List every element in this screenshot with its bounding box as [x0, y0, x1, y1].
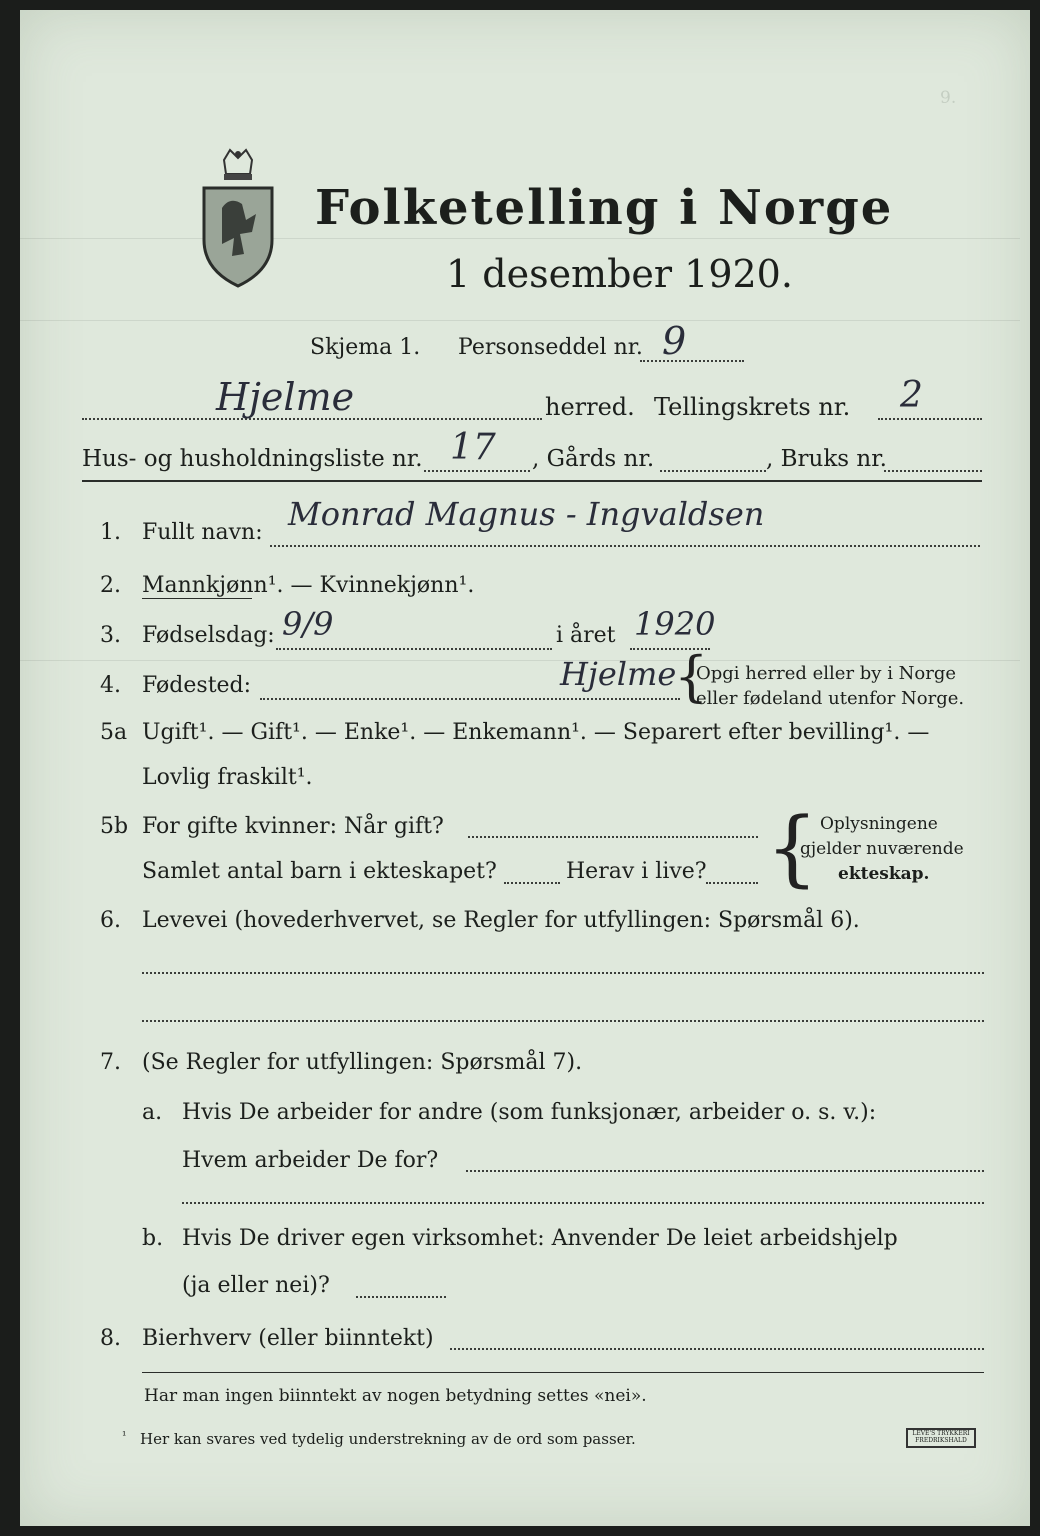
q6-label: Levevei (hovederhvervet, se Regler for utfyllingen: Spørsmål 6).	[142, 908, 860, 933]
bleed-through-text: 9.	[940, 88, 957, 108]
q7-number: 7.	[100, 1050, 121, 1075]
herred-label: herred.	[545, 393, 635, 421]
q8-number: 8.	[100, 1326, 121, 1351]
q3-number: 3.	[100, 623, 121, 648]
gards-line	[660, 470, 766, 472]
q7b-label: Hvis De driver egen virksomhet: Anvender De leiet arbeidshjelp	[182, 1226, 898, 1251]
q8-label: Bierhverv (eller biinntekt)	[142, 1326, 434, 1351]
q5b-brace: {	[766, 801, 819, 896]
bleed-through-line	[20, 300, 1020, 321]
personseddel-line	[640, 360, 744, 362]
q4-note-line2: eller fødeland utenfor Norge.	[696, 688, 965, 709]
q7b-number: b.	[142, 1226, 164, 1251]
q4-label: Fødested:	[142, 673, 252, 698]
tellingskrets-line	[878, 418, 982, 420]
q4-number: 4.	[100, 673, 121, 698]
q5b-married-line	[468, 836, 758, 838]
q1-number: 1.	[100, 520, 121, 545]
q5b-label3: Herav i live?	[566, 859, 707, 884]
footnote-mark: ¹	[122, 1429, 127, 1442]
q4-line	[260, 698, 680, 700]
q6-number: 6.	[100, 908, 121, 933]
q4-brace: {	[674, 645, 709, 708]
footer-note: Har man ingen biinntekt av nogen betydning settes «nei».	[144, 1386, 647, 1406]
q3-line	[276, 648, 552, 650]
q5b-number: 5b	[100, 814, 129, 839]
q7a-line1	[466, 1170, 984, 1172]
q1-line	[270, 545, 980, 547]
q5b-note-line2: gjelder nuværende	[800, 839, 964, 859]
skjema-label: Skjema 1.	[310, 335, 421, 360]
q5a-number: 5a	[100, 720, 128, 745]
q6-line2	[142, 1020, 984, 1022]
hus-line	[424, 470, 530, 472]
q3-value: 9/9	[282, 605, 334, 643]
hus-value: 17	[450, 427, 496, 468]
q4-value: Hjelme	[560, 655, 677, 693]
tellingskrets-label: Tellingskrets nr.	[654, 393, 851, 421]
q1-label: Fullt navn:	[142, 520, 263, 545]
page-title: Folketelling i Norge	[315, 180, 894, 236]
printer-stamp: LEVE'S TRYKKERI FREDRIKSHALD	[906, 1428, 976, 1448]
personseddel-value: 9	[662, 319, 687, 363]
norwegian-coat-of-arms-icon	[196, 148, 280, 288]
q7a-number: a.	[142, 1100, 163, 1125]
q4-note-line1: Opgi herred eller by i Norge	[696, 663, 957, 684]
bruks-line	[884, 470, 982, 472]
q3-year-value: 1920	[634, 605, 716, 643]
q7a-label: Hvis De arbeider for andre (som funksjonær, arbeider o. s. v.):	[182, 1100, 877, 1125]
footnote-text: Her kan svares ved tydelig understrekning av de ord som passer.	[140, 1430, 636, 1448]
q5b-note-line3: ekteskap.	[838, 864, 930, 884]
q3-label: Fødselsdag:	[142, 623, 275, 648]
q8-line	[450, 1348, 984, 1350]
q2-label: Mannkjønn¹. — Kvinnekjønn¹.	[142, 573, 475, 598]
q5b-alive-line	[706, 882, 758, 884]
footer-divider	[142, 1372, 984, 1373]
q5b-children-line	[504, 882, 560, 884]
q7a-label2: Hvem arbeider De for?	[182, 1148, 439, 1173]
herred-value: Hjelme	[216, 375, 355, 419]
q5b-label: For gifte kvinner: Når gift?	[142, 814, 444, 839]
gards-label: , Gårds nr.	[532, 446, 655, 472]
q2-number: 2.	[100, 573, 121, 598]
q1-value: Monrad Magnus - Ingvaldsen	[288, 495, 765, 533]
q7-label: (Se Regler for utfyllingen: Spørsmål 7).	[142, 1050, 583, 1075]
bruks-label: , Bruks nr.	[766, 446, 887, 472]
q7a-line2	[182, 1202, 984, 1204]
q3-year-label: i året	[556, 623, 616, 648]
q5b-label2: Samlet antal barn i ekteskapet?	[142, 859, 497, 884]
personseddel-label: Personseddel nr.	[458, 335, 643, 360]
hus-label: Hus- og husholdningsliste nr.	[82, 446, 423, 472]
q7b-label2: (ja eller nei)?	[182, 1273, 330, 1298]
q6-line1	[142, 972, 984, 974]
header-divider	[82, 480, 982, 482]
q5a-label2: Lovlig fraskilt¹.	[142, 765, 313, 790]
q5b-note-line1: Oplysningene	[820, 814, 938, 834]
q2-underline	[142, 598, 252, 599]
q7b-line	[356, 1296, 446, 1298]
census-form-sheet	[20, 10, 1030, 1526]
census-date: 1 desember 1920.	[446, 252, 793, 296]
tellingskrets-value: 2	[900, 375, 923, 416]
q5a-label: Ugift¹. — Gift¹. — Enke¹. — Enkemann¹. — Separert efter bevilling¹. —	[142, 720, 930, 745]
